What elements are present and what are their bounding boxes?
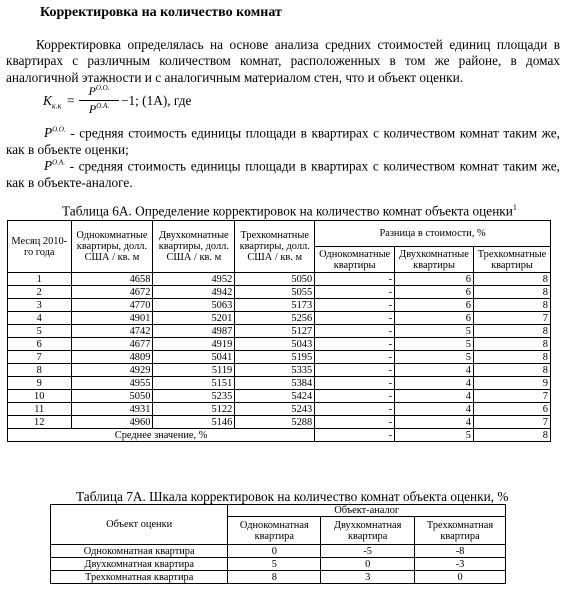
- cell-d1: -: [315, 286, 395, 299]
- cell-d2: 6: [395, 312, 474, 325]
- cell-c: 5173: [235, 299, 315, 312]
- cell-m: 2: [8, 286, 72, 299]
- avg-d1: -: [315, 429, 395, 442]
- avg-d3: 8: [474, 429, 551, 442]
- cell-c: 5335: [235, 364, 315, 377]
- cell-a: 4770: [71, 299, 153, 312]
- cell-a: 4742: [71, 325, 153, 338]
- cell-d2: 4: [395, 403, 474, 416]
- cell-m: 8: [8, 364, 72, 377]
- cell-d2: 4: [395, 377, 474, 390]
- cell-d2: 5: [395, 351, 474, 364]
- cell-b: 5041: [153, 351, 235, 364]
- table-6a-caption: Таблица 6А. Определение корректировок на количество комнат объекта оценки$^1$: [62, 203, 517, 219]
- cell-value: -8: [415, 545, 506, 558]
- cell-c: 5050: [235, 273, 315, 286]
- cell-d1: -: [315, 416, 395, 429]
- cell-a: 5050: [71, 390, 153, 403]
- cell-d1: -: [315, 273, 395, 286]
- cell-a: 4955: [71, 377, 153, 390]
- formula-k: $K_{к.к}$: [43, 93, 62, 111]
- th-object: Объект оценки: [51, 505, 228, 545]
- cell-d1: -: [315, 325, 395, 338]
- cell-c: 5195: [235, 351, 315, 364]
- table-7a-caption: Таблица 7А. Шкала корректировок на количество комнат объекта оценки, %: [76, 489, 509, 504]
- cell-d3: 8: [474, 299, 551, 312]
- table-row: [8, 377, 551, 390]
- cell-d1: -: [315, 390, 395, 403]
- th-diff-three: Трехкомнатные квартиры: [474, 247, 551, 273]
- th-analog-two: Двухкомнатная квартира: [321, 517, 415, 545]
- cell-m: 12: [8, 416, 72, 429]
- cell-value: 5: [228, 558, 321, 571]
- intro-paragraph: Корректировка определялась на основе анализа средних стоимостей единиц площади в квартирах с различным количеством комнат, расположенных в том же районе, в домах аналогичной этажности и с аналогичным материалом стен, что и объект оценки.: [6, 37, 560, 85]
- cell-d2: 4: [395, 364, 474, 377]
- cell-a: 4677: [71, 338, 153, 351]
- table-row: [8, 299, 551, 312]
- cell-c: 5043: [235, 338, 315, 351]
- cell-d2: 5: [395, 338, 474, 351]
- cell-a: 4931: [71, 403, 153, 416]
- cell-m: 3: [8, 299, 72, 312]
- cell-d1: -: [315, 364, 395, 377]
- cell-d3: 7: [474, 416, 551, 429]
- th-analog-three: Трехкомнатная квартира: [415, 517, 506, 545]
- cell-d2: 6: [395, 286, 474, 299]
- cell-d3: 8: [474, 286, 551, 299]
- cell-value: -5: [321, 545, 415, 558]
- th-diff: Разница в стоимости, %: [315, 221, 551, 247]
- cell-a: 4658: [71, 273, 153, 286]
- table-row: [8, 390, 551, 403]
- cell-b: 5119: [153, 364, 235, 377]
- row-label: Однокомнатная квартира: [51, 545, 228, 558]
- cell-c: 5127: [235, 325, 315, 338]
- table-row: [8, 312, 551, 325]
- cell-d3: 8: [474, 273, 551, 286]
- cell-b: 5235: [153, 390, 235, 403]
- cell-a: 4672: [71, 286, 153, 299]
- cell-d3: 6: [474, 403, 551, 416]
- cell-d1: -: [315, 403, 395, 416]
- cell-a: 4960: [71, 416, 153, 429]
- cell-d2: 5: [395, 325, 474, 338]
- th-analog-one: Однокомнатная квартира: [228, 517, 321, 545]
- cell-c: 5288: [235, 416, 315, 429]
- definition-p-oa: $P^{О.А.}$ - средняя стоимость единицы площади в квартирах с количеством комнат таким же, как в объекте-аналоге.: [6, 158, 560, 190]
- cell-d1: -: [315, 312, 395, 325]
- cell-b: 4952: [153, 273, 235, 286]
- table-row: [8, 351, 551, 364]
- avg-label: Среднее значение, %: [8, 429, 315, 442]
- cell-m: 1: [8, 273, 72, 286]
- cell-d3: 7: [474, 312, 551, 325]
- table-row: [8, 416, 551, 429]
- cell-b: 5146: [153, 416, 235, 429]
- cell-d2: 4: [395, 390, 474, 403]
- table-row: [51, 558, 506, 571]
- cell-d3: 9: [474, 377, 551, 390]
- cell-d2: 6: [395, 299, 474, 312]
- th-one-room: Однокомнатные квартиры, долл. США / кв. м: [71, 221, 153, 273]
- cell-a: 4901: [71, 312, 153, 325]
- row-label: Двухкомнатная квартира: [51, 558, 228, 571]
- th-three-room: Трехкомнатные квартиры, долл. США / кв. м: [235, 221, 315, 273]
- table-row: [8, 403, 551, 416]
- section-heading: Корректировка на количество комнат: [40, 5, 282, 20]
- cell-b: 4919: [153, 338, 235, 351]
- cell-d3: 8: [474, 338, 551, 351]
- cell-a: 4929: [71, 364, 153, 377]
- cell-m: 7: [8, 351, 72, 364]
- cell-d1: -: [315, 351, 395, 364]
- table-row: [51, 545, 506, 558]
- cell-m: 9: [8, 377, 72, 390]
- table-7a: [50, 504, 506, 584]
- formula-fraction: $P^{О.О.}$ $P^{О.А.}$: [79, 84, 119, 117]
- cell-c: 5243: [235, 403, 315, 416]
- row-label: Трехкомнатная квартира: [51, 571, 228, 584]
- cell-value: 0: [415, 571, 506, 584]
- table-row: [8, 273, 551, 286]
- cell-b: 4942: [153, 286, 235, 299]
- cell-d3: 8: [474, 364, 551, 377]
- cell-d3: 8: [474, 351, 551, 364]
- th-analog: Объект-аналог: [228, 505, 506, 517]
- cell-m: 4: [8, 312, 72, 325]
- avg-d2: 5: [395, 429, 474, 442]
- cell-a: 4809: [71, 351, 153, 364]
- table-row: [8, 286, 551, 299]
- cell-d2: 6: [395, 273, 474, 286]
- cell-value: 8: [228, 571, 321, 584]
- table-6a: [7, 220, 551, 442]
- table-row: [51, 571, 506, 584]
- table-row: [8, 364, 551, 377]
- cell-value: 3: [321, 571, 415, 584]
- cell-value: -3: [415, 558, 506, 571]
- table-row: [8, 325, 551, 338]
- th-month: Месяц 2010-го года: [8, 221, 72, 273]
- cell-b: 5122: [153, 403, 235, 416]
- th-diff-two: Двухкомнатные квартиры: [395, 247, 474, 273]
- cell-value: 0: [228, 545, 321, 558]
- th-two-room: Двухкомнатные квартиры, долл. США / кв. м: [153, 221, 235, 273]
- cell-d3: 7: [474, 390, 551, 403]
- cell-c: 5256: [235, 312, 315, 325]
- cell-d3: 8: [474, 325, 551, 338]
- formula-rest: −1; (1А), где: [121, 93, 192, 108]
- cell-b: 4987: [153, 325, 235, 338]
- cell-m: 5: [8, 325, 72, 338]
- cell-b: 5151: [153, 377, 235, 390]
- cell-d2: 4: [395, 416, 474, 429]
- cell-b: 5063: [153, 299, 235, 312]
- cell-b: 5201: [153, 312, 235, 325]
- cell-d1: -: [315, 299, 395, 312]
- table-row: [8, 338, 551, 351]
- cell-m: 6: [8, 338, 72, 351]
- cell-m: 11: [8, 403, 72, 416]
- cell-d1: -: [315, 377, 395, 390]
- cell-value: 0: [321, 558, 415, 571]
- definition-p-oo: $P^{О.О.}$ - средняя стоимость единицы площади в квартирах с количеством комнат таким же, как в объекте оценки;: [6, 125, 560, 157]
- cell-c: 5384: [235, 377, 315, 390]
- cell-d1: -: [315, 338, 395, 351]
- cell-m: 10: [8, 390, 72, 403]
- cell-c: 5055: [235, 286, 315, 299]
- cell-c: 5424: [235, 390, 315, 403]
- th-diff-one: Однокомнатные квартиры: [315, 247, 395, 273]
